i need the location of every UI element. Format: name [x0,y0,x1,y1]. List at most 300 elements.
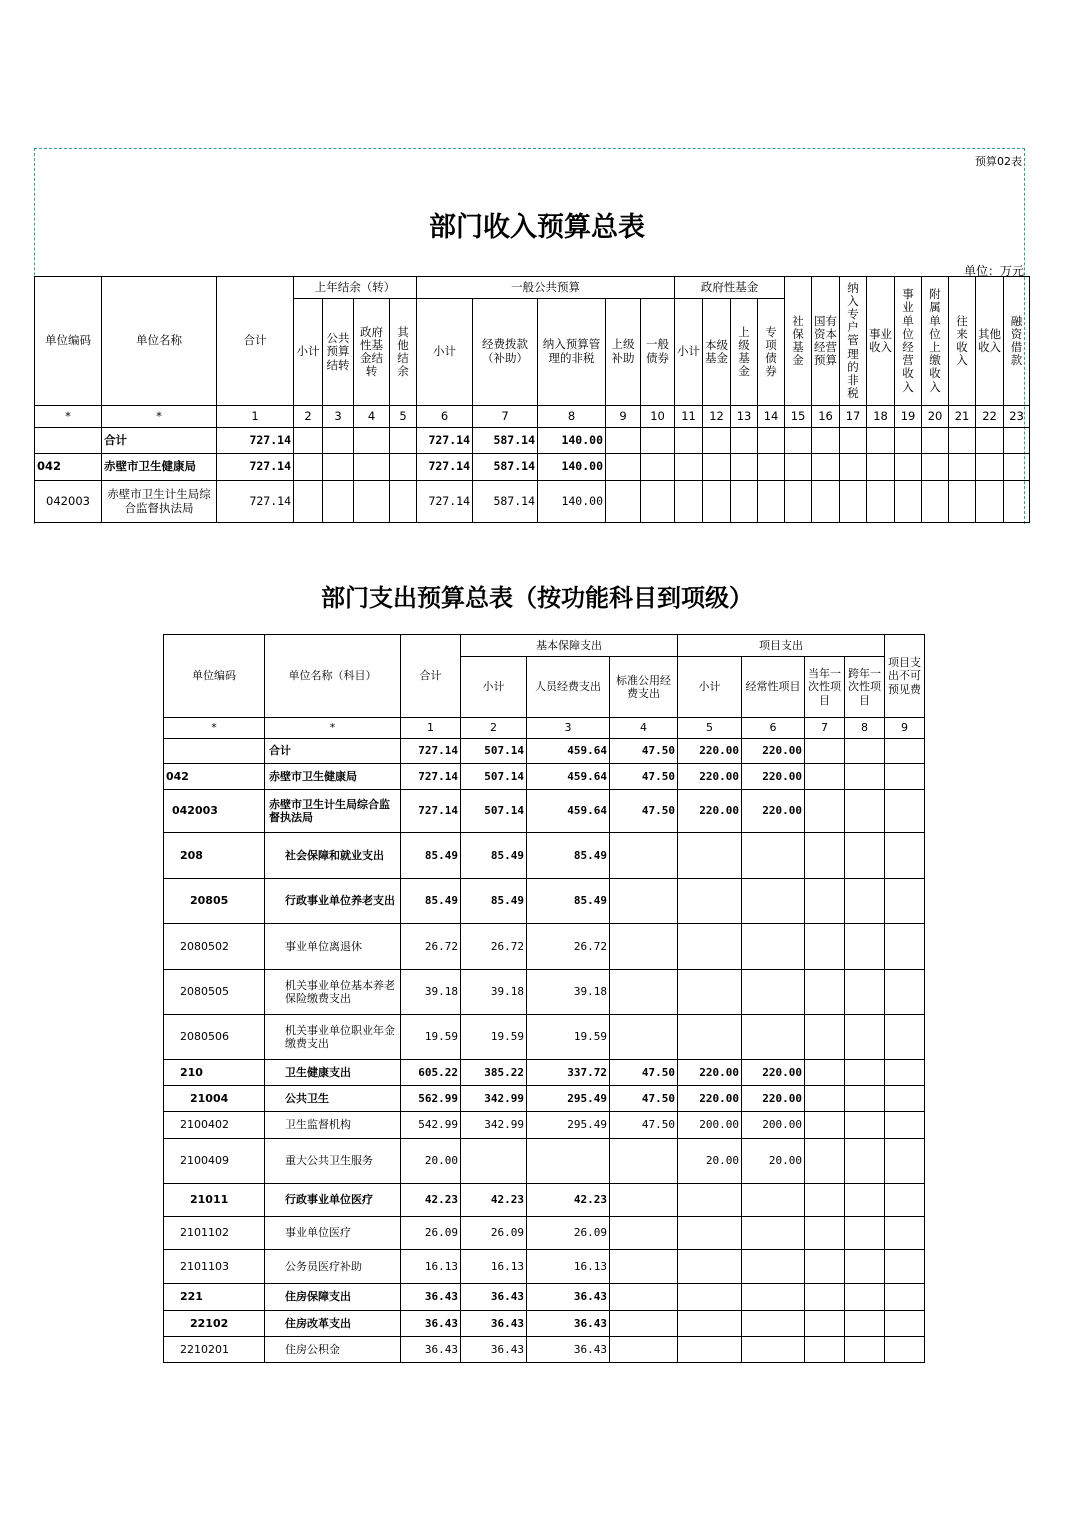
index-cell: 1 [217,406,294,428]
cell-gen-subtotal: 727.14 [417,454,473,481]
cell-standard [610,1284,678,1311]
table-row [164,1311,925,1337]
table-row [164,1112,925,1139]
cell-recurring [742,1337,805,1363]
cell-name: 事业单位医疗 [265,1217,401,1250]
header-row-1 [35,277,1030,299]
header-fund-bond: 专项债券 [758,299,785,406]
cell-empty [805,833,845,879]
cell-personnel: 36.43 [527,1337,610,1363]
cell-standard: 47.50 [610,1060,678,1086]
cell-empty [885,879,925,924]
table-row [164,1086,925,1112]
header-special-nontax: 纳入专户管理的非税 [840,277,867,406]
cell-empty [885,1337,925,1363]
header-carry-fund: 政府性基金结转 [354,299,390,406]
cell-standard [610,1337,678,1363]
cell-empty [845,790,885,833]
cell-personnel: 16.13 [527,1250,610,1284]
index-cell: 10 [641,406,675,428]
cell-personnel: 19.59 [527,1015,610,1060]
cell-recurring [742,879,805,924]
cell-personnel: 85.49 [527,833,610,879]
cell-gen-subtotal: 727.14 [417,428,473,454]
header-current-income: 往来收入 [949,277,976,406]
cell-standard [610,1015,678,1060]
cell-empty [805,1337,845,1363]
header-name: 单位名称（科目） [265,635,401,718]
header-gen-nontax: 纳入预算管理的非税 [538,299,606,406]
index-cell: 1 [401,718,461,739]
cell-allocation: 587.14 [473,454,538,481]
cell-proj-subtotal: 20.00 [678,1139,742,1184]
cell-standard [610,1250,678,1284]
cell-empty [885,1086,925,1112]
cell-empty [845,1184,885,1217]
table-row [164,1250,925,1284]
cell-empty [805,1184,845,1217]
cell-proj-subtotal [678,1015,742,1060]
cell-code: 042 [35,454,102,481]
index-row [164,718,925,739]
header-cross-year: 跨年一次性项目 [845,657,885,718]
cell-total: 36.43 [401,1337,461,1363]
index-cell: 13 [731,406,758,428]
cell-empty [885,1015,925,1060]
cell-personnel: 42.23 [527,1184,610,1217]
index-cell: 5 [678,718,742,739]
income-table-title: 部门收入预算总表 [429,212,645,243]
cell-empty [845,1311,885,1337]
cell-empty [885,1217,925,1250]
table-row [35,454,1030,481]
header-one-time: 当年一次性项目 [805,657,845,718]
cell-empty [885,790,925,833]
table-row [164,1284,925,1311]
cell-basic-subtotal [461,1139,527,1184]
cell-empty [845,1284,885,1311]
cell-empty [845,1086,885,1112]
form-number: 预算02表 [975,155,1022,168]
cell-total: 36.43 [401,1311,461,1337]
cell-total: 42.23 [401,1184,461,1217]
cell-empty [885,1311,925,1337]
header-fund-subtotal: 小计 [675,299,703,406]
cell-empty [845,1250,885,1284]
cell-standard [610,879,678,924]
header-state-capital: 国有资本经营预算 [812,277,840,406]
cell-name: 住房保障支出 [265,1284,401,1311]
cell-code: 21004 [164,1086,265,1112]
expense-table-title: 部门支出预算总表（按功能科目到项级） [321,583,753,612]
cell-name: 合计 [102,428,217,454]
cell-recurring: 220.00 [742,790,805,833]
header-total: 合计 [401,635,461,718]
cell-nontax: 140.00 [538,428,606,454]
cell-code: 221 [164,1284,265,1311]
index-cell: 15 [785,406,812,428]
cell-basic-subtotal: 85.49 [461,833,527,879]
index-cell: 9 [885,718,925,739]
cell-empty [845,833,885,879]
index-cell: 18 [867,406,895,428]
cell-standard: 47.50 [610,739,678,764]
cell-personnel: 459.64 [527,764,610,790]
cell-basic-subtotal: 385.22 [461,1060,527,1086]
index-cell: 16 [812,406,840,428]
cell-empty [805,790,845,833]
cell-basic-subtotal: 507.14 [461,790,527,833]
header-other-income: 其他收入 [976,277,1004,406]
index-cell: 20 [922,406,949,428]
cell-empty [845,1139,885,1184]
cell-total: 562.99 [401,1086,461,1112]
cell-empty [885,1184,925,1217]
cell-proj-subtotal [678,1250,742,1284]
cell-proj-subtotal: 220.00 [678,764,742,790]
header-basic-subtotal: 小计 [461,657,527,718]
cell-empty [805,879,845,924]
cell-name: 卫生健康支出 [265,1060,401,1086]
cell-name: 赤壁市卫生计生局综合监督执法局 [102,481,217,523]
table-row [164,970,925,1015]
cell-code: 2080506 [164,1015,265,1060]
index-cell: * [102,406,217,428]
cell-proj-subtotal: 220.00 [678,1086,742,1112]
index-cell: * [164,718,265,739]
cell-code: 2210201 [164,1337,265,1363]
cell-recurring [742,924,805,970]
header-fund-superior: 上级基金 [731,299,758,406]
cell-empty [845,1112,885,1139]
cell-total: 26.09 [401,1217,461,1250]
table-row [164,1184,925,1217]
index-cell: 11 [675,406,703,428]
cell-empty [805,1112,845,1139]
cell-name: 赤壁市卫生计生局综合监督执法局 [265,790,401,833]
cell-proj-subtotal [678,1284,742,1311]
index-cell: 7 [473,406,538,428]
header-social-fund: 社保基金 [785,277,812,406]
cell-allocation: 587.14 [473,481,538,523]
cell-empty [845,1015,885,1060]
cell-basic-subtotal: 42.23 [461,1184,527,1217]
cell-recurring [742,1184,805,1217]
cell-empty [885,1284,925,1311]
cell-empty [805,1015,845,1060]
cell-basic-subtotal: 39.18 [461,970,527,1015]
table-row [164,1060,925,1086]
cell-total: 85.49 [401,879,461,924]
cell-basic-subtotal: 19.59 [461,1015,527,1060]
cell-recurring [742,1217,805,1250]
cell-personnel: 39.18 [527,970,610,1015]
cell-empty [805,1311,845,1337]
header-fund-local: 本级基金 [703,299,731,406]
index-cell: 6 [742,718,805,739]
cell-personnel: 459.64 [527,739,610,764]
cell-proj-subtotal: 220.00 [678,790,742,833]
cell-total: 727.14 [217,454,294,481]
cell-name: 合计 [265,739,401,764]
cell-standard: 47.50 [610,790,678,833]
header-carryover: 上年结余（转） [294,277,417,299]
cell-personnel: 26.72 [527,924,610,970]
cell-proj-subtotal: 220.00 [678,1060,742,1086]
cell-basic-subtotal: 26.09 [461,1217,527,1250]
index-cell: 4 [610,718,678,739]
cell-name: 重大公共卫生服务 [265,1139,401,1184]
cell-nontax: 140.00 [538,481,606,523]
cell-recurring [742,1311,805,1337]
index-cell: 23 [1004,406,1030,428]
cell-personnel: 85.49 [527,879,610,924]
cell-basic-subtotal: 85.49 [461,879,527,924]
header-financing: 融资借款 [1004,277,1030,406]
cell-code: 2101103 [164,1250,265,1284]
header-gov-fund: 政府性基金 [675,277,785,299]
header-business-income: 事业收入 [867,277,895,406]
cell-empty [885,833,925,879]
cell-name: 住房改革支出 [265,1311,401,1337]
header-project: 项目支出 [678,635,885,657]
cell-name: 赤壁市卫生健康局 [102,454,217,481]
cell-name: 住房公积金 [265,1337,401,1363]
cell-empty [805,1217,845,1250]
cell-total: 26.72 [401,924,461,970]
header-operating-income: 事业单位经营收入 [895,277,922,406]
cell-gen-subtotal: 727.14 [417,481,473,523]
cell-empty [885,1060,925,1086]
cell-proj-subtotal [678,924,742,970]
index-cell: 3 [323,406,354,428]
cell-total: 605.22 [401,1060,461,1086]
cell-total: 727.14 [401,739,461,764]
index-cell: 17 [840,406,867,428]
cell-total: 39.18 [401,970,461,1015]
cell-proj-subtotal [678,833,742,879]
header-gen-bond: 一般债券 [641,299,675,406]
cell-empty [885,1139,925,1184]
index-cell: 5 [390,406,417,428]
cell-empty [805,924,845,970]
cell-allocation: 587.14 [473,428,538,454]
header-gen-allocation: 经费拨款（补助） [473,299,538,406]
cell-proj-subtotal [678,1217,742,1250]
index-row [35,406,1030,428]
cell-standard [610,1184,678,1217]
cell-empty [805,1139,845,1184]
income-budget-table [34,276,1030,523]
cell-personnel [527,1139,610,1184]
index-cell: 22 [976,406,1004,428]
cell-basic-subtotal: 507.14 [461,739,527,764]
cell-empty [845,924,885,970]
table-row [164,1015,925,1060]
cell-basic-subtotal: 507.14 [461,764,527,790]
cell-empty [805,764,845,790]
index-cell: 8 [538,406,606,428]
cell-empty [885,764,925,790]
cell-name: 赤壁市卫生健康局 [265,764,401,790]
cell-personnel: 36.43 [527,1284,610,1311]
cell-nontax: 140.00 [538,454,606,481]
cell-name: 公务员医疗补助 [265,1250,401,1284]
index-cell: * [35,406,102,428]
cell-empty [885,970,925,1015]
cell-recurring: 200.00 [742,1112,805,1139]
cell-proj-subtotal [678,1311,742,1337]
cell-name: 机关事业单位职业年金缴费支出 [265,1015,401,1060]
cell-empty [885,739,925,764]
cell-basic-subtotal: 342.99 [461,1086,527,1112]
cell-proj-subtotal [678,970,742,1015]
cell-code: 2080502 [164,924,265,970]
header-proj-subtotal: 小计 [678,657,742,718]
cell-recurring: 220.00 [742,1086,805,1112]
cell-empty [845,970,885,1015]
cell-total: 19.59 [401,1015,461,1060]
cell-personnel: 337.72 [527,1060,610,1086]
header-standard: 标准公用经费支出 [610,657,678,718]
cell-name: 公共卫生 [265,1086,401,1112]
table-row [164,924,925,970]
index-cell: 19 [895,406,922,428]
cell-basic-subtotal: 36.43 [461,1284,527,1311]
cell-standard [610,833,678,879]
index-cell: 3 [527,718,610,739]
header-basic: 基本保障支出 [461,635,678,657]
cell-recurring: 220.00 [742,764,805,790]
cell-empty [885,1250,925,1284]
cell-name: 机关事业单位基本养老保险缴费支出 [265,970,401,1015]
cell-empty [805,970,845,1015]
cell-empty [885,1112,925,1139]
header-total: 合计 [217,277,294,406]
cell-empty [845,1217,885,1250]
cell-total: 20.00 [401,1139,461,1184]
cell-recurring: 220.00 [742,739,805,764]
table-row [164,879,925,924]
index-cell: 9 [606,406,641,428]
cell-code: 042 [164,764,265,790]
index-cell: 8 [845,718,885,739]
cell-empty [885,924,925,970]
cell-recurring [742,1284,805,1311]
cell-empty [845,1060,885,1086]
expense-budget-table [163,634,925,1363]
header-personnel: 人员经费支出 [527,657,610,718]
cell-code: 2100402 [164,1112,265,1139]
header-carry-public: 公共预算结转 [323,299,354,406]
cell-total: 727.14 [217,428,294,454]
cell-empty [805,1060,845,1086]
cell-code: 042003 [164,790,265,833]
table-row [164,739,925,764]
cell-name: 行政事业单位养老支出 [265,879,401,924]
table-row [164,1337,925,1363]
cell-empty [805,1250,845,1284]
header-carry-subtotal: 小计 [294,299,323,406]
header-carry-other: 其他结余 [390,299,417,406]
unit-label: 单位：万元 [963,264,1024,278]
cell-personnel: 36.43 [527,1311,610,1337]
header-row-1 [164,635,925,657]
cell-code [164,739,265,764]
cell-standard [610,1311,678,1337]
cell-code: 20805 [164,879,265,924]
index-cell: 4 [354,406,390,428]
cell-proj-subtotal: 200.00 [678,1112,742,1139]
header-code: 单位编码 [35,277,102,406]
cell-empty [805,739,845,764]
header-unforeseen: 项目支出不可预见费 [885,635,925,718]
cell-name: 行政事业单位医疗 [265,1184,401,1217]
cell-empty [805,1284,845,1311]
cell-empty [845,1337,885,1363]
cell-personnel: 26.09 [527,1217,610,1250]
index-cell: 14 [758,406,785,428]
table-row [164,1217,925,1250]
cell-total: 16.13 [401,1250,461,1284]
cell-total: 727.14 [401,790,461,833]
cell-total: 727.14 [401,764,461,790]
cell-recurring [742,833,805,879]
index-cell: 2 [461,718,527,739]
cell-proj-subtotal [678,879,742,924]
table-row [164,1139,925,1184]
cell-standard: 47.50 [610,1112,678,1139]
cell-name: 事业单位离退休 [265,924,401,970]
header-code: 单位编码 [164,635,265,718]
cell-empty [845,739,885,764]
cell-recurring [742,970,805,1015]
cell-total: 36.43 [401,1284,461,1311]
cell-code [35,428,102,454]
cell-personnel: 459.64 [527,790,610,833]
cell-recurring [742,1015,805,1060]
header-gen-superior: 上级补助 [606,299,641,406]
cell-basic-subtotal: 36.43 [461,1337,527,1363]
cell-empty [845,879,885,924]
cell-personnel: 295.49 [527,1112,610,1139]
header-name: 单位名称 [102,277,217,406]
cell-name: 卫生监督机构 [265,1112,401,1139]
index-cell: 2 [294,406,323,428]
table-row [164,833,925,879]
cell-total: 542.99 [401,1112,461,1139]
cell-basic-subtotal: 26.72 [461,924,527,970]
cell-basic-subtotal: 342.99 [461,1112,527,1139]
cell-empty [845,764,885,790]
header-recurring: 经常性项目 [742,657,805,718]
cell-name: 社会保障和就业支出 [265,833,401,879]
cell-code: 2080505 [164,970,265,1015]
cell-standard: 47.50 [610,1086,678,1112]
cell-code: 042003 [35,481,102,523]
cell-proj-subtotal: 220.00 [678,739,742,764]
cell-code: 21011 [164,1184,265,1217]
cell-standard: 47.50 [610,764,678,790]
cell-total: 85.49 [401,833,461,879]
index-cell: 21 [949,406,976,428]
cell-proj-subtotal [678,1337,742,1363]
header-gen-subtotal: 小计 [417,299,473,406]
table-row [35,481,1030,523]
table-row [35,428,1030,454]
cell-standard [610,1217,678,1250]
cell-total: 727.14 [217,481,294,523]
